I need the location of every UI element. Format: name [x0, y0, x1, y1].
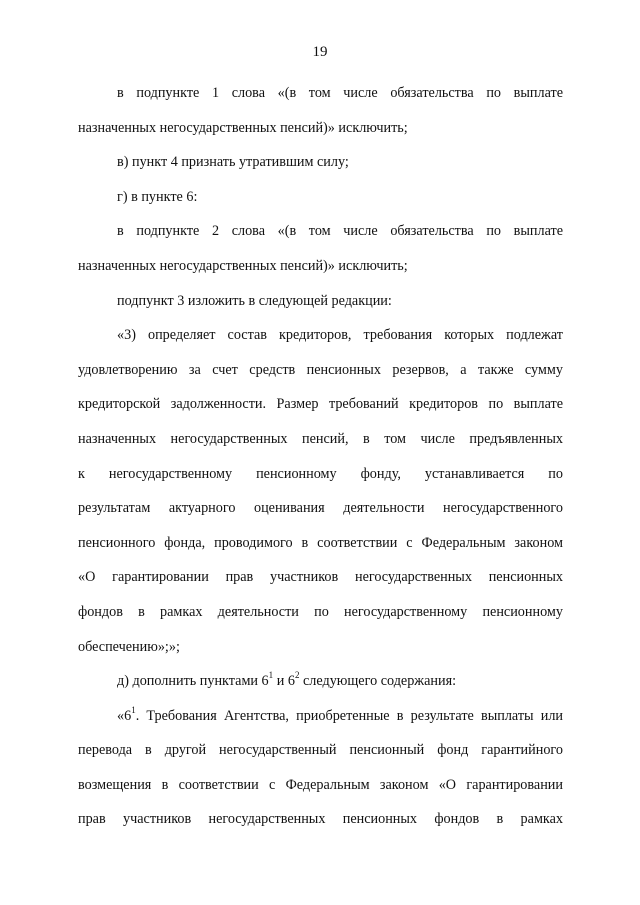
paragraph-7-line-1 — [78, 671, 563, 706]
paragraph-6-line-7: пенсионного фонда, проводимого в соответствии с Федеральным законом — [78, 534, 563, 551]
paragraph-8-line-3: возмещения в соответствии с Федеральным законом «О гарантировании — [78, 776, 563, 793]
paragraph-7-text-1: д) дополнить пунктами 6 — [117, 673, 269, 690]
paragraph-6-line-8: «О гарантировании прав участников негосударственных пенсионных — [78, 569, 563, 586]
page-number: 19 — [312, 44, 328, 60]
paragraph-6-line-9: фондов в рамках деятельности по негосударственному пенсионному — [78, 603, 563, 620]
paragraph-6-line-1: «3) определяет состав кредиторов, требования которых подлежат — [117, 327, 563, 344]
paragraph-6-line-5: к негосударственному пенсионному фонду, устанавливается по — [78, 465, 563, 482]
paragraph-1-line-2: назначенных негосударственных пенсий)» исключить; — [78, 119, 408, 136]
superscript-1: 1 — [268, 671, 274, 681]
paragraph-5-line-1: подпункт 3 изложить в следующей редакции: — [117, 292, 392, 309]
paragraph-7-text-2: и 6 — [273, 673, 295, 690]
paragraph-4-line-1: в подпункте 2 слова «(в том числе обязательства по выплате — [117, 223, 563, 240]
paragraph-2-line-1: в) пункт 4 признать утратившим силу; — [117, 154, 349, 171]
paragraph-8-text-1: «6 — [117, 707, 132, 724]
paragraph-8-line-4: прав участников негосударственных пенсионных фондов в рамках — [78, 811, 563, 828]
paragraph-6-line-6: результатам актуарного оценивания деятельности негосударственного — [78, 500, 563, 517]
document-body — [78, 83, 563, 844]
superscript-1: 1 — [131, 705, 136, 715]
paragraph-7-text-3: следующего содержания: — [299, 673, 457, 690]
paragraph-4-line-2: назначенных негосударственных пенсий)» исключить; — [78, 257, 408, 274]
paragraph-3-line-1: г) в пункте 6: — [117, 188, 198, 205]
paragraph-6-line-4: назначенных негосударственных пенсий, в том числе предъявленных — [78, 430, 563, 447]
superscript-2: 2 — [294, 671, 300, 681]
paragraph-1-line-1: в подпункте 1 слова «(в том числе обязательства по выплате — [117, 85, 563, 101]
paragraph-6-line-2: удовлетворению за счет средств пенсионных резервов, а также сумму — [78, 361, 563, 378]
paragraph-6-line-10: обеспечению»;»; — [78, 638, 180, 655]
paragraph-8-text-2: . Требования Агентства, приобретенные в результате выплаты или — [135, 707, 563, 724]
paragraph-8-line-1 — [78, 706, 563, 741]
paragraph-6-line-3: кредиторской задолженности. Размер требований кредиторов по выплате — [78, 396, 563, 413]
paragraph-8-line-2: перевода в другой негосударственный пенсионный фонд гарантийного — [78, 742, 563, 759]
